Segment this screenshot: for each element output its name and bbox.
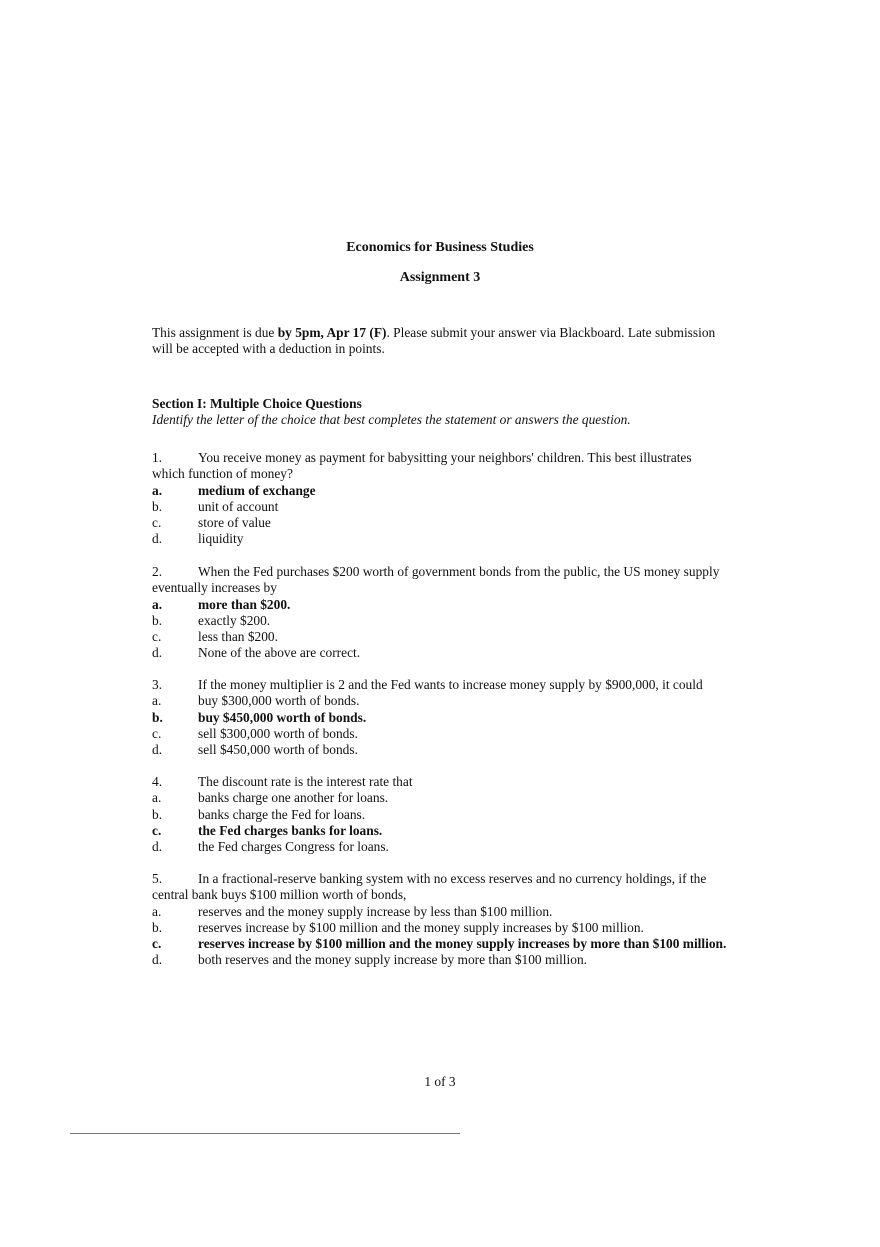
answer-option [152, 645, 727, 661]
answer-option [152, 531, 727, 547]
option-text: reserves increase by $100 million and the money supply increases by $100 million. [198, 919, 644, 935]
option-text: reserves increase by $100 million and the money supply increases by more than $100 million. [198, 936, 727, 952]
section-header [152, 396, 727, 429]
question-text: When the Fed purchases $200 worth of government bonds from the public, the US money supply eventually increases by [152, 564, 720, 596]
option-letter: a. [152, 482, 163, 498]
option-text: unit of account [198, 498, 279, 514]
option-letter: a. [152, 596, 163, 612]
option-text: less than $200. [198, 629, 278, 645]
question-stem [152, 450, 727, 483]
question-text: You receive money as payment for babysitting your neighbors' children. This best illustrates which function of money? [152, 450, 692, 482]
answer-option-correct [152, 823, 727, 839]
option-letter: b. [152, 498, 163, 514]
intro-text-pre: This assignment is due [152, 325, 278, 340]
option-text: banks charge the Fed for loans. [198, 806, 366, 822]
answer-option [152, 920, 727, 936]
footer-rule [70, 1133, 460, 1134]
question-stem [152, 871, 727, 904]
option-text: buy $300,000 worth of bonds. [198, 693, 360, 709]
answer-option [152, 839, 727, 855]
option-text: reserves and the money supply increase by less than $100 million. [198, 903, 553, 919]
option-letter: c. [152, 936, 162, 952]
option-text: banks charge one another for loans. [198, 790, 389, 806]
option-text: more than $200. [198, 596, 291, 612]
option-text: sell $450,000 worth of bonds. [198, 742, 358, 758]
answer-option-correct [152, 710, 727, 726]
document-subtitle: Assignment 3 [399, 270, 481, 285]
option-letter: d. [152, 742, 163, 758]
option-letter: a. [152, 903, 162, 919]
option-text: the Fed charges banks for loans. [198, 822, 383, 838]
answer-option [152, 693, 727, 709]
option-letter: b. [152, 806, 163, 822]
question-number: 3. [152, 677, 163, 692]
option-letter: c. [152, 725, 162, 741]
question-2 [152, 564, 727, 662]
question-3 [152, 677, 727, 758]
option-letter: b. [152, 709, 163, 725]
option-letter: b. [152, 612, 163, 628]
answer-option [152, 629, 727, 645]
question-stem [152, 564, 727, 597]
question-4 [152, 774, 727, 855]
option-letter: d. [152, 839, 163, 855]
option-text: exactly $200. [198, 612, 271, 628]
answer-option [152, 790, 727, 806]
answer-option [152, 807, 727, 823]
answer-option-correct [152, 936, 727, 952]
option-text: None of the above are correct. [198, 645, 361, 661]
question-1 [152, 450, 727, 548]
question-number: 4. [152, 774, 163, 789]
option-text: store of value [198, 515, 271, 531]
intro-text-post: . Please submit your answer via Blackboard. Late submission will be accepted with a deduction in points. [152, 325, 716, 357]
question-stem [152, 774, 727, 790]
option-text: the Fed charges Congress for loans. [198, 839, 389, 855]
question-text: The discount rate is the interest rate that [198, 774, 413, 789]
option-letter: a. [152, 790, 162, 806]
option-letter: c. [152, 515, 162, 531]
option-text: buy $450,000 worth of bonds. [198, 709, 367, 725]
option-letter: b. [152, 919, 163, 935]
intro-paragraph [152, 325, 727, 358]
question-text: In a fractional-reserve banking system with no excess reserves and no currency holdings, if the central bank buys $100 million worth of bonds, [152, 871, 707, 903]
option-letter: d. [152, 645, 163, 661]
option-letter: c. [152, 629, 162, 645]
answer-option [152, 904, 727, 920]
option-text: sell $300,000 worth of bonds. [198, 725, 358, 741]
page-number: 1 of 3 [424, 1074, 456, 1089]
answer-option [152, 499, 727, 515]
section-heading: Section I: Multiple Choice Questions [152, 396, 362, 411]
answer-option [152, 515, 727, 531]
option-text: medium of exchange [198, 482, 316, 498]
question-number: 2. [152, 564, 163, 579]
answer-option [152, 742, 727, 758]
option-letter: a. [152, 693, 162, 709]
question-text: If the money multiplier is 2 and the Fed wants to increase money supply by $900,000, it could [198, 677, 703, 692]
section-instructions: Identify the letter of the choice that best completes the statement or answers the question. [152, 412, 631, 428]
document-title: Economics for Business Studies [346, 240, 534, 255]
question-5 [152, 871, 727, 969]
option-text: both reserves and the money supply increase by more than $100 million. [198, 952, 587, 968]
option-letter: c. [152, 822, 162, 838]
option-text: liquidity [198, 531, 244, 547]
question-number: 1. [152, 450, 163, 465]
question-stem [152, 677, 727, 693]
answer-option [152, 952, 727, 968]
answer-option [152, 726, 727, 742]
answer-option-correct [152, 597, 727, 613]
option-letter: d. [152, 531, 163, 547]
question-number: 5. [152, 871, 163, 886]
option-letter: d. [152, 952, 163, 968]
answer-option [152, 613, 727, 629]
due-date: by 5pm, Apr 17 (F) [277, 325, 387, 340]
answer-option-correct [152, 483, 727, 499]
